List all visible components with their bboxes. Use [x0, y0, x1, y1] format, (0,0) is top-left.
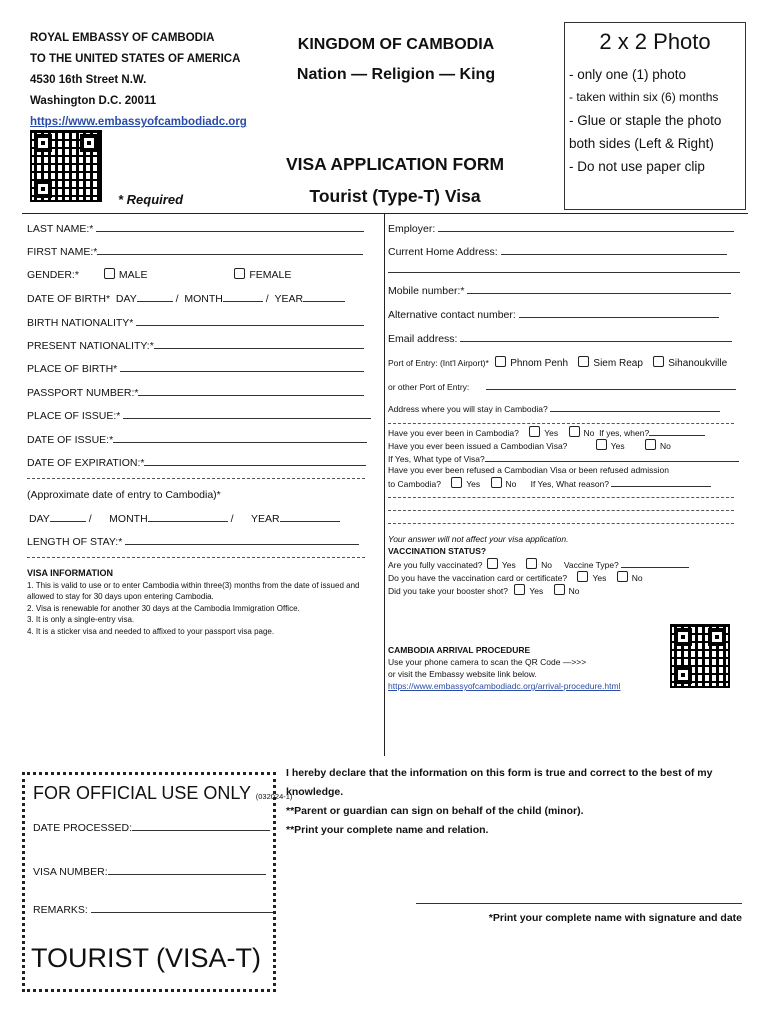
employer-field[interactable]: Employer: [388, 222, 734, 235]
embassy-qr-code [30, 130, 102, 202]
section-divider [27, 478, 365, 479]
siem-reap-checkbox[interactable] [578, 356, 589, 367]
signature-line[interactable] [416, 903, 742, 904]
embassy-country: TO THE UNITED STATES OF AMERICA [30, 53, 241, 65]
answer-note: Your answer will not affect your visa application. [388, 534, 569, 544]
kingdom-header [276, 30, 516, 90]
date-processed-field[interactable]: DATE PROCESSED: [33, 821, 270, 834]
visa-info-item: 2. Visa is renewable for another 30 days at the Cambodia Immigration Office. [27, 603, 300, 613]
card-yes-checkbox[interactable] [577, 571, 588, 582]
form-title-block [270, 148, 520, 212]
stay-address-line-2[interactable] [388, 423, 734, 424]
home-address-field[interactable]: Current Home Address: [388, 245, 727, 258]
vaccinated-yes-checkbox[interactable] [487, 558, 498, 569]
been-cambodia-no-checkbox[interactable] [569, 426, 580, 437]
entry-date-field[interactable]: DAY / MONTH / YEAR [29, 512, 340, 525]
fully-vaccinated-field: Are you fully vaccinated? Yes No Vaccine Type? [388, 558, 689, 570]
visa-info-item: 1. This is valid to use or to enter Cambodia within three(3) months from the date of issued and allowed to stay for 30 days upon entering Cambodia. [27, 580, 360, 601]
arrival-title: CAMBODIA ARRIVAL PROCEDURE [388, 645, 531, 655]
reason-line[interactable] [388, 510, 734, 511]
booster-yes-checkbox[interactable] [514, 584, 525, 595]
photo-rule: - Do not use paper clip [569, 159, 705, 174]
passport-number-field[interactable]: PASSPORT NUMBER:* [27, 386, 364, 399]
form-body [22, 213, 748, 755]
visa-information [27, 568, 377, 637]
reason-line[interactable] [388, 523, 734, 524]
refused-label: Have you ever been refused a Cambodian Visa or been refused admission [388, 465, 669, 475]
arrival-procedure [388, 644, 668, 692]
refused-yes-checkbox[interactable] [451, 477, 462, 488]
column-divider [384, 214, 385, 756]
required-note: * Required [118, 192, 184, 207]
place-of-issue-field[interactable]: PLACE OF ISSUE:* [27, 409, 371, 422]
phnom-penh-checkbox[interactable] [495, 356, 506, 367]
length-of-stay-field[interactable]: LENGTH OF STAY:* [27, 535, 359, 548]
female-checkbox[interactable] [234, 268, 245, 279]
visa-type-field[interactable]: If Yes, What type of Visa? [388, 452, 739, 464]
photo-rule: - only one (1) photo [569, 67, 687, 82]
embassy-street: 4530 16th Street N.W. [30, 74, 147, 86]
photo-title: 2 x 2 Photo [599, 29, 711, 54]
stay-address-field[interactable]: Address where you will stay in Cambodia? [388, 402, 720, 414]
embassy-name: ROYAL EMBASSY OF CAMBODIA [30, 32, 215, 44]
port-of-entry-field: Port of Entry: (Int'l Airport)* Phnom Penh Siem Reap Sihanoukville [388, 358, 728, 369]
issued-visa-yes-checkbox[interactable] [596, 439, 607, 450]
remarks-field[interactable]: REMARKS: [33, 903, 273, 916]
home-address-line-2[interactable] [388, 272, 740, 273]
kingdom-motto: Nation — Religion — King [296, 66, 496, 83]
dob-field[interactable]: DATE OF BIRTH* DAY / MONTH / YEAR [27, 292, 345, 305]
alt-contact-field[interactable]: Alternative contact number: [388, 308, 719, 321]
embassy-city: Washington D.C. 20011 [30, 95, 157, 107]
declaration-relation: **Print your complete name and relation. [286, 824, 489, 836]
arrival-line: Use your phone camera to scan the QR Code —>>> [388, 657, 587, 667]
mobile-field[interactable]: Mobile number:* [388, 284, 731, 297]
photo-rule: - taken within six (6) months [569, 90, 719, 104]
arrival-link[interactable]: https://www.embassyofcambodiadc.org/arrival-procedure.html [388, 681, 621, 691]
declaration-text: I hereby declare that the information on this form is true and correct to the best of my knowledge. [286, 767, 713, 798]
sihanoukville-checkbox[interactable] [653, 356, 664, 367]
other-port-field[interactable]: or other Port of Entry: [388, 380, 736, 392]
visa-type-stamp: TOURIST (VISA-T) [31, 943, 262, 973]
declaration-guardian: **Parent or guardian can sign on behalf of the child (minor). [286, 805, 584, 817]
visa-info-title: VISA INFORMATION [27, 568, 113, 578]
date-of-expiration-field[interactable]: DATE OF EXPIRATION:* [27, 456, 366, 469]
photo-box[interactable] [564, 22, 746, 210]
form-subtitle: Tourist (Type-T) Visa [309, 186, 481, 206]
embassy-address [30, 28, 247, 133]
visa-info-item: 4. It is a sticker visa and needed to affixed to your passport visa page. [27, 626, 275, 636]
kingdom-title: KINGDOM OF CAMBODIA [297, 36, 495, 53]
entry-date-label: (Approximate date of entry to Cambodia)* [27, 489, 221, 501]
card-no-checkbox[interactable] [617, 571, 628, 582]
reason-line[interactable] [388, 497, 734, 498]
been-cambodia-field: Have you ever been in Cambodia? Yes No If yes, when? [388, 426, 705, 438]
issued-visa-field: Have you ever been issued a Cambodian Visa? Yes No [388, 441, 671, 451]
visa-number-field[interactable]: VISA NUMBER: [33, 865, 266, 878]
photo-rule: - Glue or staple the photo [569, 113, 722, 128]
issued-visa-no-checkbox[interactable] [645, 439, 656, 450]
present-nationality-field[interactable]: PRESENT NATIONALITY:* [27, 339, 364, 352]
photo-rule: both sides (Left & Right) [569, 136, 714, 151]
email-field[interactable]: Email address: [388, 332, 732, 345]
place-of-birth-field[interactable]: PLACE OF BIRTH* [27, 362, 364, 375]
refused-no-checkbox[interactable] [491, 477, 502, 488]
official-title: FOR OFFICIAL USE ONLY (032024-1) [33, 783, 293, 803]
form-title: VISA APPLICATION FORM [285, 154, 505, 174]
date-of-issue-field[interactable]: DATE OF ISSUE:* [27, 433, 367, 446]
booster-field: Did you take your booster shot? Yes No [388, 586, 580, 596]
been-cambodia-yes-checkbox[interactable] [529, 426, 540, 437]
declaration [286, 764, 746, 840]
first-name-field[interactable]: FIRST NAME:* [27, 245, 363, 258]
gender-field: GENDER:* MALE FEMALE [27, 269, 292, 281]
booster-no-checkbox[interactable] [554, 584, 565, 595]
last-name-field[interactable]: LAST NAME:* [27, 222, 364, 235]
arrival-qr-code [670, 624, 730, 688]
vaccinated-no-checkbox[interactable] [526, 558, 537, 569]
visa-info-item: 3. It is only a single-entry visa. [27, 615, 135, 624]
vaccination-card-field: Do you have the vaccination card or certificate? Yes No [388, 573, 643, 583]
section-divider [27, 557, 365, 558]
vaccination-status-title: VACCINATION STATUS? [388, 546, 487, 556]
signature-label: *Print your complete name with signature and date [488, 912, 742, 924]
embassy-website-link[interactable]: https://www.embassyofcambodiadc.org [30, 116, 247, 128]
refused-field: to Cambodia? Yes No If Yes, What reason? [388, 477, 711, 489]
arrival-line: or visit the Embassy website link below. [388, 669, 537, 679]
birth-nationality-field[interactable]: BIRTH NATIONALITY* [27, 316, 364, 329]
male-checkbox[interactable] [104, 268, 115, 279]
official-use-box [22, 772, 293, 992]
